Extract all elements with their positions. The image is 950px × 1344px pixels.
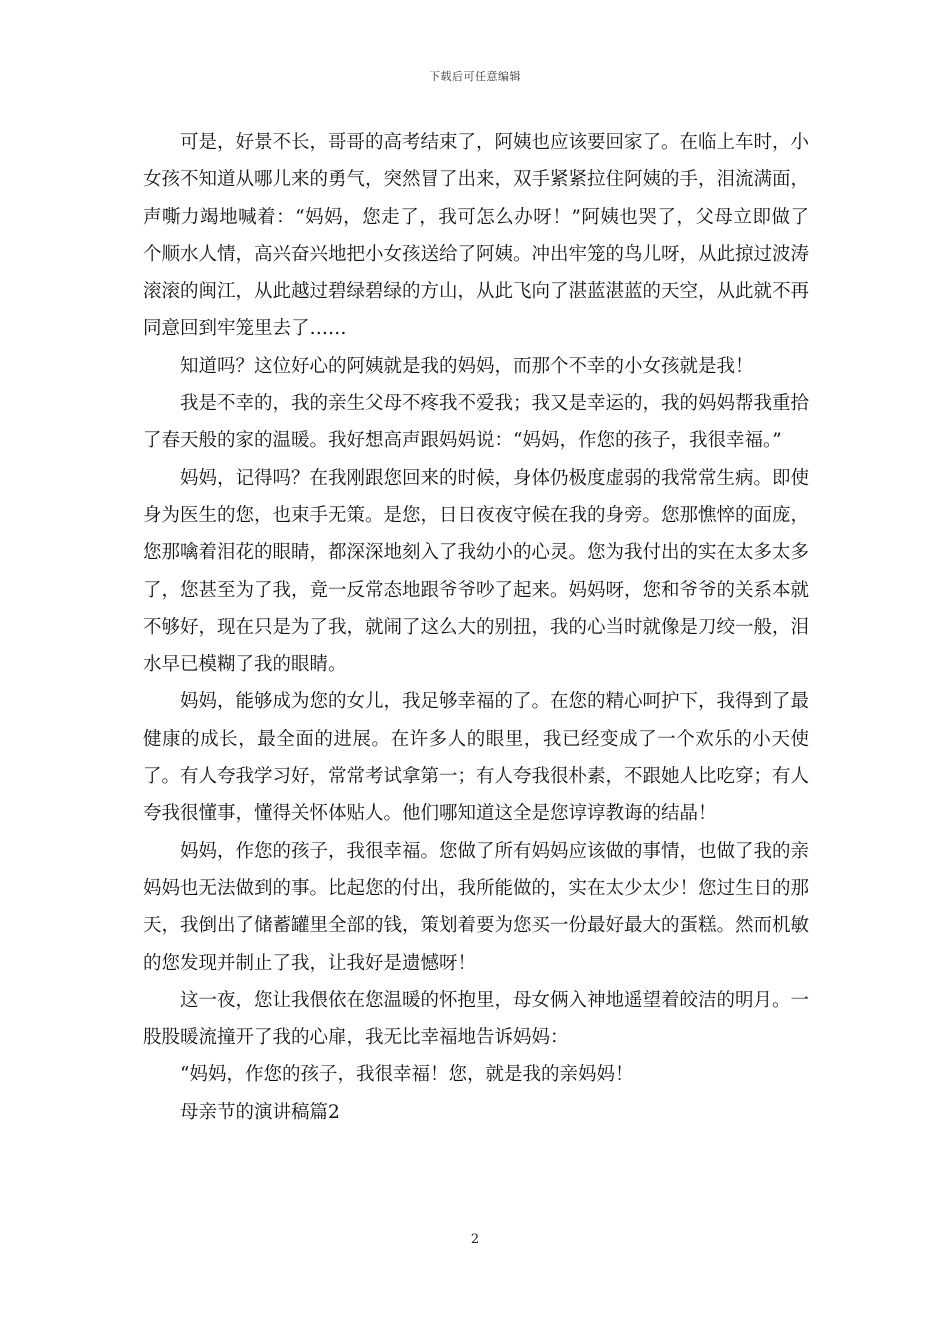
page-number: 2 [470,1232,480,1247]
page-header: 下载后可任意编辑 [429,70,521,83]
paragraph: 我是不幸的，我的亲生父母不疼我不爱我；我又是幸运的，我的妈妈帮我重拾了春天般的家的温暖。我好想高声跟妈妈说：“妈妈，作您的孩子，我很幸福。” [143,393,810,452]
paragraph: 可是，好景不长，哥哥的高考结束了，阿姨也应该要回家了。在临上车时，小女孩不知道从哪儿来的勇气，突然冒了出来，双手紧紧拉住阿姨的手，泪流满面，声嘶力竭地喊着：“妈妈，您走了，我可怎么办呀！”阿姨也哭了，父母立即做了个顺水人情，高兴奋兴地把小女孩送给了阿姨。冲出牢笼的鸟儿呀，从此掠过波涛滚滚的闽江，从此越过碧绿碧绿的方山，从此飞向了湛蓝湛蓝的天空，从此就不再同意回到牢笼里去了…… [143,132,810,340]
document-body [143,124,809,1131]
paragraph: “妈妈，作您的孩子，我很幸福！您，就是我的亲妈妈！ [180,1064,634,1086]
paragraph: 妈妈，记得吗？在我刚跟您回来的时候，身体仍极度虚弱的我常常生病。即使身为医生的您，也束手无策。是您，日日夜夜守候在我的身旁。您那憔悴的面庞，您那噙着泪花的眼睛，都深深地刻入了我幼小的心灵。您为我付出的实在太多太多了，您甚至为了我，竟一反常态地跟爷爷吵了起来。妈妈呀，您和爷爷的关系本就不够好，现在只是为了我，就闹了这么大的别扭，我的心当时就像是刀绞一般，泪水早已模糊了我的眼睛。 [143,467,810,676]
paragraph: 这一夜，您让我偎依在您温暖的怀抱里，母女俩入神地遥望着皎洁的明月。一股股暖流撞开了我的心扉，我无比幸福地告诉妈妈： [143,989,810,1049]
section-title: 母亲节的演讲稿篇2 [180,1101,340,1123]
paragraph: 妈妈，作您的孩子，我很幸福。您做了所有妈妈应该做的事情，也做了我的亲妈妈也无法做到的事。比起您的付出，我所能做的，实在太少太少！您过生日的那天，我倒出了储蓄罐里全部的钱，策划着要为您买一份最好最大的蛋糕。然而机敏的您发现并制止了我，让我好是遗憾呀！ [143,840,810,974]
paragraph: 知道吗？这位好心的阿姨就是我的妈妈，而那个不幸的小女孩就是我！ [180,355,754,377]
paragraph: 妈妈，能够成为您的女儿，我足够幸福的了。在您的精心呵护下，我得到了最健康的成长，最全面的进展。在许多人的眼里，我已经变成了一个欢乐的小天使了。有人夸我学习好，常常考试拿第一；有人夸我很朴素，不跟她人比吃穿；有人夸我很懂事，懂得关怀体贴人。他们哪知道这全是您谆谆教诲的结晶！ [143,691,810,825]
